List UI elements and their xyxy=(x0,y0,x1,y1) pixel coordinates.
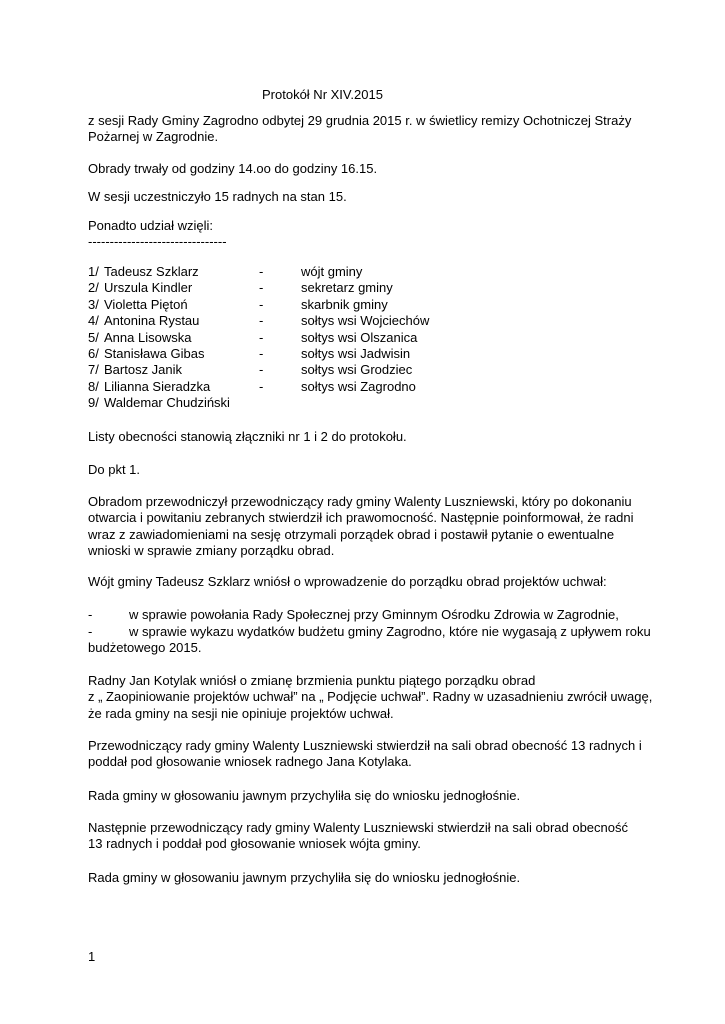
attendee-number: 1/ xyxy=(88,264,99,279)
attendee-number: 5/ xyxy=(88,329,99,345)
paragraph-line: otwarcia i powitaniu zebranych stwierdził ich prawomocność. Następnie poinformował, że radni xyxy=(88,510,634,526)
kotylak-paragraph xyxy=(88,673,652,722)
attendee-name: Lilianna Sieradzka xyxy=(104,378,211,394)
attendee-name: Bartosz Janik xyxy=(104,362,183,378)
paragraph-line: Przewodniczący rady gminy Walenty Luszniewski stwierdził na sali obrad obecność 13 radnych i xyxy=(88,738,642,753)
attendee-dash: - xyxy=(259,362,264,378)
intro-paragraph xyxy=(88,113,631,146)
bullet-continuation: budżetowego 2015. xyxy=(88,640,202,655)
document-title: Protokół Nr XIV.2015 xyxy=(262,87,383,102)
separator-line: -------------------------------- xyxy=(88,234,227,250)
attendee-role: sekretarz gminy xyxy=(301,280,393,296)
attendee-row xyxy=(88,395,508,411)
attendee-dash: - xyxy=(259,280,264,296)
attendee-number: 6/ xyxy=(88,345,99,361)
attendee-row xyxy=(88,313,508,329)
paragraph-line: Następnie przewodniczący rady gminy Walenty Luszniewski stwierdził na sali obrad obecność xyxy=(88,820,628,835)
intro-line: Pożarnej w Zagrodnie. xyxy=(88,129,219,145)
attendee-name: Anna Lisowska xyxy=(104,329,192,345)
attendee-dash: - xyxy=(259,378,264,394)
attendee-row xyxy=(88,297,508,313)
bullet-dash: - xyxy=(88,624,93,639)
attendee-number: 3/ xyxy=(88,296,99,312)
attendee-name: Violetta Piętoń xyxy=(104,296,188,312)
bullet-text: w sprawie powołania Rady Społecznej przy Gminnym Ośrodku Zdrowia w Zagrodnie, xyxy=(129,607,619,622)
attendee-number: 9/ xyxy=(88,395,99,411)
paragraph-line: że rada gminy na sesji nie opiniuje projektów uchwał. xyxy=(88,705,394,721)
attendance-lists-text: Listy obecności stanowią złączniki nr 1 i 2 do protokołu. xyxy=(88,429,407,444)
attendee-name: Tadeusz Szklarz xyxy=(104,264,199,279)
vote-result-text: Rada gminy w głosowaniu jawnym przychyliła się do wniosku jednogłośnie. xyxy=(88,788,521,803)
attendee-number: 2/ xyxy=(88,280,99,296)
attendee-name: Stanisława Gibas xyxy=(104,345,205,361)
attendee-role: wójt gminy xyxy=(301,264,363,279)
bullet-text: w sprawie wykazu wydatków budżetu gminy Zagrodno, które nie wygasają z upływem roku xyxy=(129,624,651,639)
attendee-row xyxy=(88,280,508,296)
second-vote-paragraph xyxy=(88,820,628,853)
attendee-row xyxy=(88,264,508,280)
paragraph-line: Obradom przewodniczył przewodniczący rady gminy Walenty Luszniewski, który po dokonaniu xyxy=(88,494,632,509)
paragraph-line: Radny Jan Kotylak wniósł o zmianę brzmienia punktu piątego porządku obrad xyxy=(88,673,536,688)
attendee-row xyxy=(88,362,508,378)
attendee-role: skarbnik gminy xyxy=(301,296,388,312)
item-heading: Do pkt 1. xyxy=(88,462,141,477)
attendee-dash: - xyxy=(259,296,264,312)
paragraph-line: wraz z zawiadomieniami na sesję otrzymali porządek obrad i postawił pytanie o ewentualne xyxy=(88,526,615,542)
attendee-number: 8/ xyxy=(88,378,99,394)
attendee-name: Urszula Kindler xyxy=(104,280,193,296)
paragraph-line: wnioski w sprawie zmiany porządku obrad. xyxy=(88,543,335,559)
also-present-heading xyxy=(88,218,227,251)
attendee-dash: - xyxy=(259,345,264,361)
attendee-dash: - xyxy=(259,264,264,279)
attendee-role: sołtys wsi Olszanica xyxy=(301,329,418,345)
attendee-dash: - xyxy=(259,313,264,329)
chairman-paragraph xyxy=(88,738,642,771)
paragraph-line: 13 radnych i poddał pod głosowanie wniosek wójta gminy. xyxy=(88,836,421,852)
attendee-role: sołtys wsi Zagrodno xyxy=(301,378,416,394)
duration-text: Obrady trwały od godziny 14.oo do godziny 16.15. xyxy=(88,161,378,176)
attendee-row xyxy=(88,330,508,346)
attendee-row xyxy=(88,346,508,362)
attendee-number: 4/ xyxy=(88,313,99,329)
intro-line: z sesji Rady Gminy Zagrodno odbytej 29 grudnia 2015 r. w świetlicy remizy Ochotniczej Straży xyxy=(88,113,632,128)
page-number: 1 xyxy=(88,949,96,964)
attendee-name: Antonina Rystau xyxy=(104,313,200,329)
paragraph-line: z „ Zaopiniowanie projektów uchwał” na „ Podjęcie uchwał”. Radny w uzasadnieniu zwrócił uwagę, xyxy=(88,689,653,705)
opening-paragraph xyxy=(88,494,634,560)
attendance-text: W sesji uczestniczyło 15 radnych na stan 15. xyxy=(88,189,347,204)
paragraph-line: poddał pod głosowanie wniosek radnego Jana Kotylaka. xyxy=(88,754,412,770)
also-present-label: Ponadto udział wzięli: xyxy=(88,218,214,233)
bullet-dash: - xyxy=(88,607,93,622)
attendee-name: Waldemar Chudziński xyxy=(104,395,230,411)
second-vote-result-text: Rada gminy w głosowaniu jawnym przychyliła się do wniosku jednogłośnie. xyxy=(88,870,521,885)
attendee-list xyxy=(88,264,508,412)
attendee-role: sołtys wsi Wojciechów xyxy=(301,313,430,329)
attendee-number: 7/ xyxy=(88,362,99,378)
attendee-row xyxy=(88,379,508,395)
attendee-dash: - xyxy=(259,329,264,345)
attendee-role: sołtys wsi Grodziec xyxy=(301,362,413,378)
attendee-role: sołtys wsi Jadwisin xyxy=(301,345,411,361)
mayor-motion-text: Wójt gminy Tadeusz Szklarz wniósł o wprowadzenie do porządku obrad projektów uchwał: xyxy=(88,574,607,589)
